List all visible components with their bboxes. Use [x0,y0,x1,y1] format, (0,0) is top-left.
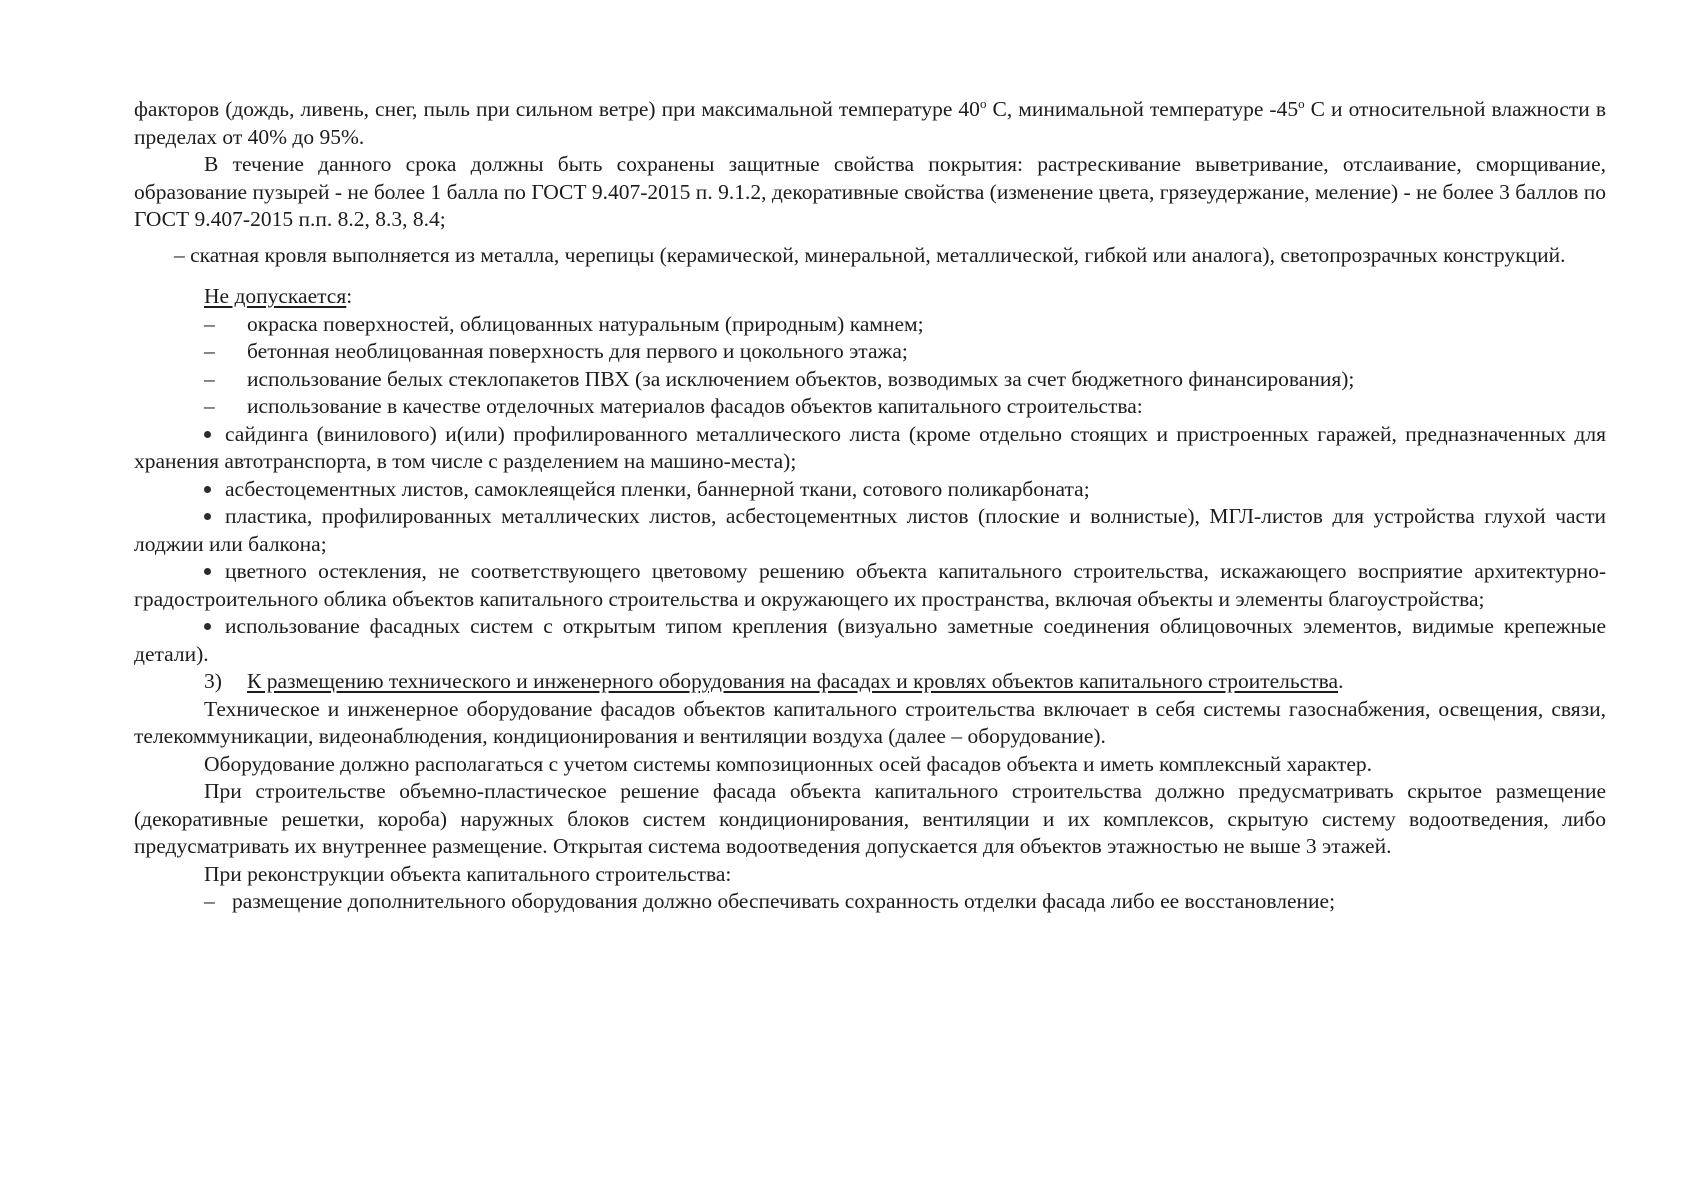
list-item-text: использование в качестве отделочных материалов фасадов объектов капитального строительства: [247,394,1143,418]
bullet-item [134,476,1606,504]
list-item-text: бетонная необлицованная поверхность для первого и цокольного этажа; [247,339,908,363]
paragraph-construction: При строительстве объемно-пластическое решение фасада объекта капитального строительства должно предусматривать скрытое размещение (декоративные решетки, короба) наружных блоков систем кондиционирования, вентиляции и их комплексов, скрытую систему водоотведения, либо предусматривать их внутреннее размещение. Открытая система водоотведения допускается для объектов этажностью не выше 3 этажей. [134,779,1606,858]
heading-text: Не допускается [204,284,347,308]
text-fragment: факторов (дождь, ливень, снег, пыль при сильном ветре) при максимальной температуре 40 [134,97,980,121]
paragraph-protective-properties: В течение данного срока должны быть сохранены защитные свойства покрытия: растрескивание выветривание, отслаивание, сморщивание, образование пузырей - не более 1 балла по ГОСТ 9.407-2015 п. 9.1.2, декоративные свойства (изменение цвета, грязеудержание, меление) - не более 3 баллов по ГОСТ 9.407-2015 п.п. 8.2, 8.3, 8.4; [134,152,1606,231]
dash-marker: – [204,394,215,418]
bullet-text: асбестоцементных листов, самоклеящейся пленки, баннерной ткани, сотового поликарбоната; [225,476,1090,501]
list-item-text: окраска поверхностей, облицованных натуральным (природным) камнем; [247,311,924,336]
dash-marker: – [204,366,215,391]
dash-marker: – [204,311,215,336]
bullet-text: цветного остекления, не соответствующего цветовому решению объекта капитального строительства, искажающего восприятие архитектурно-градостроительного облика объектов капитального строительства и окружающего их пространства, включая объекты и элементы благоустройства; [134,559,1606,611]
bullet-icon [204,568,211,575]
paragraph-conditions [134,96,1606,151]
bullet-icon [204,513,211,520]
paragraph-equipment: Техническое и инженерное оборудование фасадов объектов капитального строительства включает в себя системы газоснабжения, освещения, связи, телекоммуникации, видеонаблюдения, кондиционирования и вентиляции воздуха (далее – оборудование). [134,696,1606,748]
bullet-item [134,503,1606,558]
degree-mark: о [979,95,987,111]
section-number: 3) [204,669,222,693]
list-item [134,393,1606,421]
list-item-text: использование белых стеклопакетов ПВХ (за исключением объектов, возводимых за счет бюджетного финансирования); [247,366,1355,391]
paragraph-roofing [134,242,1606,270]
list-item [134,338,1606,366]
bullet-item [134,613,1606,668]
heading-colon: : [346,284,353,308]
bullet-text: пластика, профилированных металлических листов, асбестоцементных листов (плоские и волнистые), МГЛ-листов для устройства глухой части лоджии или балкона; [134,504,1606,556]
list-item [134,888,1606,916]
section-title: К размещению технического и инженерного оборудования на фасадах и кровлях объектов капитального строительства [247,669,1339,693]
section-3-heading [134,668,1606,696]
bullet-icon [204,431,211,438]
dash-marker: – [204,339,215,363]
bullet-item [134,558,1606,613]
list-item-text: размещение дополнительного оборудования должно обеспечивать сохранность отделки фасада либо ее восстановление; [232,889,1336,913]
bullet-item [134,421,1606,476]
dash-marker: – [204,889,215,913]
degree-mark: о [1298,95,1305,111]
bullet-icon [204,486,211,493]
text-fragment: С, минимальной температуре -45 [986,97,1299,121]
list-item [134,311,1606,339]
bullet-icon [204,623,211,630]
section-title-end: . [1338,669,1344,693]
list-item [134,366,1606,394]
document-body [134,96,1606,916]
bullet-text: использование фасадных систем с открытым типом крепления (визуально заметные соединения облицовочных элементов, видимые крепежные детали). [134,614,1606,666]
dash-marker: – [174,242,185,267]
not-allowed-heading [134,283,1606,311]
paragraph-axes: Оборудование должно располагаться с учетом системы композиционных осей фасадов объекта и иметь комплексный характер. [204,751,1373,776]
paragraph-text: скатная кровля выполняется из металла, черепицы (керамической, минеральной, металлической, гибкой или аналога), светопрозрачных конструкций. [184,242,1566,267]
text-fragment: С и относительной влажности в пределах от 40% до 95%. [134,97,1606,149]
bullet-text: сайдинга (винилового) и(или) профилированного металлического листа (кроме отдельно стоящих и пристроенных гаражей, предназначенных для хранения автотранспорта, в том числе с разделением на машино-места); [134,421,1606,473]
paragraph-reconstruction: При реконструкции объекта капитального строительства: [204,861,732,886]
